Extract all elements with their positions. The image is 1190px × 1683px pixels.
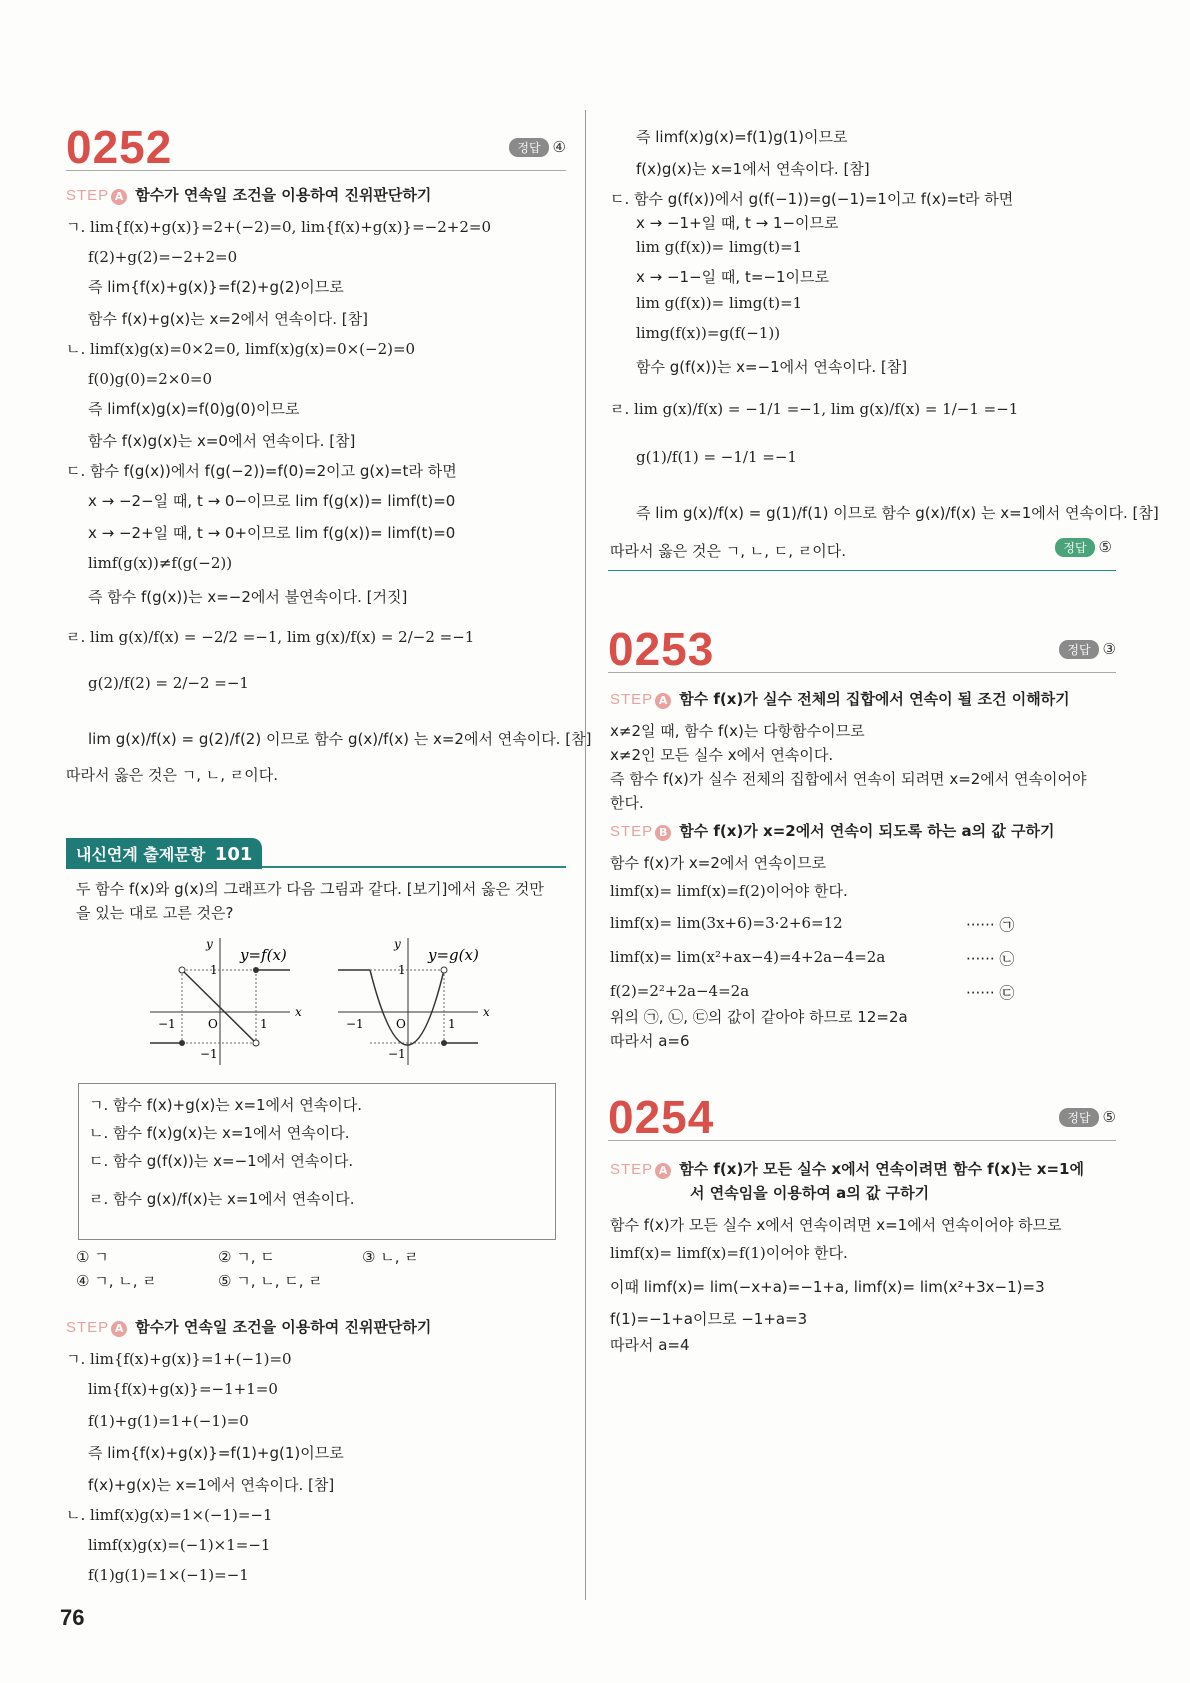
graph-title: y=g(x) bbox=[428, 946, 479, 964]
marker-2: ······ ㉡ bbox=[966, 950, 1015, 968]
step-a-heading bbox=[66, 1316, 431, 1337]
solution-line: f(1)=−1+a이므로 −1+a=3 bbox=[610, 1310, 808, 1328]
answer-value: ⑤ bbox=[1098, 538, 1112, 556]
solution-line: 함수 f(x)g(x)는 x=0에서 연속이다. [참] bbox=[88, 432, 356, 450]
x-label: x bbox=[483, 1005, 490, 1019]
page-number: 76 bbox=[60, 1605, 85, 1630]
solution-line: 함수 f(x)가 x=2에서 연속이므로 bbox=[610, 854, 827, 872]
solution-line: 함수 g(f(x))는 x=−1에서 연속이다. [참] bbox=[636, 358, 908, 376]
solution-line: f(2)+g(2)=−2+2=0 bbox=[88, 248, 238, 266]
step-badge: A bbox=[111, 189, 127, 205]
solution-line: x → −1+일 때, t → 1−이므로 bbox=[636, 214, 839, 232]
graph-title: y=f(x) bbox=[240, 946, 287, 964]
answer-value: ④ bbox=[552, 138, 566, 156]
closed-point bbox=[253, 967, 259, 973]
open-point bbox=[441, 967, 447, 973]
solution-line: f(1)g(1)=1×(−1)=−1 bbox=[88, 1566, 249, 1584]
solution-line: ㄹ. lim g(x)/f(x) = −2/2 =−1, lim g(x)/f(x) = 2/−2 =−1 bbox=[66, 628, 475, 646]
choice-4: ④ ㄱ, ㄴ, ㄹ bbox=[76, 1272, 157, 1290]
answer bbox=[1059, 1108, 1116, 1127]
solution-line: x≠2일 때, 함수 f(x)는 다항함수이므로 bbox=[610, 722, 865, 740]
answer-value: ⑤ bbox=[1102, 1108, 1116, 1126]
solution-line: x≠2인 모든 실수 x에서 연속이다. bbox=[610, 746, 834, 764]
step-a-heading bbox=[610, 1158, 1084, 1179]
solution-line: 즉 함수 f(x)가 실수 전체의 집합에서 연속이 되려면 x=2에서 연속이어야 bbox=[610, 770, 1087, 788]
solution-line: limf(x)= lim(x²+ax−4)=4+2a−4=2a bbox=[610, 948, 886, 966]
tick-label: O bbox=[396, 1017, 406, 1031]
solution-line: 즉 lim{f(x)+g(x)}=f(2)+g(2)이므로 bbox=[88, 278, 344, 296]
y-label: y bbox=[206, 937, 213, 951]
solution-line: 이때 limf(x)= lim(−x+a)=−1+a, limf(x)= lim(x²+3x−1)=3 bbox=[610, 1278, 1045, 1296]
solution-line: 즉 limf(x)g(x)=f(0)g(0)이므로 bbox=[88, 400, 300, 418]
solution-line: lim g(f(x))= limg(t)=1 bbox=[636, 238, 803, 256]
answer-tag: 정답 bbox=[509, 138, 548, 157]
bogi-item: ㄷ. 함수 g(f(x))는 x=−1에서 연속이다. bbox=[89, 1152, 354, 1170]
tick-label: 1 bbox=[398, 963, 406, 977]
step-title: 함수가 연속일 조건을 이용하여 진위판단하기 bbox=[135, 1318, 432, 1336]
solution-line: f(x)+g(x)는 x=1에서 연속이다. [참] bbox=[88, 1476, 335, 1494]
solution-line: ㄷ. 함수 f(g(x))에서 f(g(−2))=f(0)=2이고 g(x)=t라 하면 bbox=[66, 462, 457, 480]
answer-tag: 정답 bbox=[1055, 538, 1094, 557]
answer bbox=[509, 138, 566, 157]
step-label: STEP bbox=[610, 691, 654, 708]
problem-number: 0252 bbox=[66, 121, 173, 173]
solution-line: 즉 limf(x)g(x)=f(1)g(1)이므로 bbox=[636, 128, 848, 146]
choice-5: ⑤ ㄱ, ㄴ, ㄷ, ㄹ bbox=[218, 1272, 323, 1290]
solution-line: ㄹ. lim g(x)/f(x) = −1/1 =−1, lim g(x)/f(x) = 1/−1 =−1 bbox=[610, 400, 1019, 418]
tick-label: 1 bbox=[448, 1017, 456, 1031]
solution-line: x → −1−일 때, t=−1이므로 bbox=[636, 268, 829, 286]
solution-line: 함수 f(x)가 모든 실수 x에서 연속이려면 x=1에서 연속이어야 하므로 bbox=[610, 1216, 1062, 1234]
solution-line: ㄴ. limf(x)g(x)=1×(−1)=−1 bbox=[66, 1506, 273, 1524]
solution-line: ㄱ. lim{f(x)+g(x)}=1+(−1)=0 bbox=[66, 1350, 292, 1368]
step-label: STEP bbox=[610, 1161, 654, 1178]
tick-label: −1 bbox=[388, 1047, 406, 1061]
solution-line: f(0)g(0)=2×0=0 bbox=[88, 370, 212, 388]
answer-tag: 정답 bbox=[1059, 640, 1098, 659]
solution-line: f(1)+g(1)=1+(−1)=0 bbox=[88, 1412, 249, 1430]
problem-0254-header bbox=[608, 1090, 1116, 1141]
answer-value: ③ bbox=[1102, 640, 1116, 658]
solution-line: 즉 lim g(x)/f(x) = g(1)/f(1) 이므로 함수 g(x)/f(x) 는 x=1에서 연속이다. [참] bbox=[636, 504, 1159, 522]
x-label: x bbox=[295, 1005, 302, 1019]
naesin-label: 내신연계 출제문항 bbox=[76, 845, 206, 864]
solution-line: g(1)/f(1) = −1/1 =−1 bbox=[636, 448, 797, 466]
solution-line: limf(x)= limf(x)=f(2)이어야 한다. bbox=[610, 882, 848, 900]
problem-0253-header bbox=[608, 622, 1116, 673]
solution-line: 따라서 a=4 bbox=[610, 1336, 690, 1354]
solution-line: lim g(x)/f(x) = g(2)/f(2) 이므로 함수 g(x)/f(x) 는 x=2에서 연속이다. [참] bbox=[88, 730, 592, 748]
solution-line: ㄱ. lim{f(x)+g(x)}=2+(−2)=0, lim{f(x)+g(x)}=−2+2=0 bbox=[66, 218, 491, 236]
graph-line bbox=[182, 970, 256, 1043]
step-badge: A bbox=[655, 693, 671, 709]
step-badge: B bbox=[655, 825, 671, 841]
tick-label: −1 bbox=[200, 1047, 218, 1061]
solution-line: limf(x)g(x)=(−1)×1=−1 bbox=[88, 1536, 271, 1554]
answer-tag: 정답 bbox=[1059, 1108, 1098, 1127]
solution-line: 즉 함수 f(g(x))는 x=−2에서 불연속이다. [거짓] bbox=[88, 588, 408, 606]
naesin-number: 101 bbox=[214, 844, 253, 865]
solution-line: 함수 f(x)+g(x)는 x=2에서 연속이다. [참] bbox=[88, 310, 368, 328]
solution-line: 위의 ㉠, ㉡, ㉢의 값이 같아야 하므로 12=2a bbox=[610, 1008, 908, 1026]
solution-line: lim g(f(x))= limg(t)=1 bbox=[636, 294, 803, 312]
step-badge: A bbox=[655, 1163, 671, 1179]
problem-number: 0254 bbox=[608, 1091, 715, 1143]
closed-point bbox=[441, 1040, 447, 1046]
bogi-item: ㄴ. 함수 f(x)g(x)는 x=1에서 연속이다. bbox=[89, 1124, 350, 1142]
solution-line: f(x)g(x)는 x=1에서 연속이다. [참] bbox=[636, 160, 870, 178]
solution-line: 즉 lim{f(x)+g(x)}=f(1)+g(1)이므로 bbox=[88, 1444, 344, 1462]
solution-line: 따라서 옳은 것은 ㄱ, ㄴ, ㄹ이다. bbox=[66, 766, 279, 784]
tick-label: −1 bbox=[346, 1017, 364, 1031]
problem-0252-header bbox=[66, 120, 566, 171]
open-point bbox=[253, 1040, 259, 1046]
solution-line: ㄷ. 함수 g(f(x))에서 g(f(−1))=g(−1)=1이고 f(x)=t라 하면 bbox=[610, 190, 1014, 208]
solution-line: 한다. bbox=[610, 794, 644, 812]
step-label: STEP bbox=[66, 1319, 110, 1336]
step-title: 함수 f(x)가 x=2에서 연속이 되도록 하는 a의 값 구하기 bbox=[679, 822, 1055, 840]
step-b-heading bbox=[610, 820, 1055, 841]
solution-line: lim{f(x)+g(x)}=−1+1=0 bbox=[88, 1380, 278, 1398]
step-title: 함수가 연속일 조건을 이용하여 진위판단하기 bbox=[135, 186, 432, 204]
step-title: 함수 f(x)가 모든 실수 x에서 연속이려면 함수 f(x)는 x=1에 bbox=[679, 1160, 1084, 1178]
solution-line: limf(x)= lim(3x+6)=3·2+6=12 bbox=[610, 914, 843, 932]
naesin-label-box bbox=[66, 838, 262, 869]
step-a-heading bbox=[610, 688, 1070, 709]
open-point bbox=[179, 967, 185, 973]
choice-2: ② ㄱ, ㄷ bbox=[218, 1248, 275, 1266]
question-line: 두 함수 f(x)와 g(x)의 그래프가 다음 그림과 같다. [보기]에서 옳은 것만 bbox=[76, 880, 544, 898]
solution-line: limg(f(x))=g(f(−1)) bbox=[636, 324, 781, 342]
tick-label: 1 bbox=[210, 963, 218, 977]
problem-number: 0253 bbox=[608, 623, 715, 675]
solution-line: x → −2+일 때, t → 0+이므로 lim f(g(x))= limf(t)=0 bbox=[88, 524, 456, 542]
naesin-heading bbox=[66, 838, 566, 868]
answer bbox=[1059, 640, 1116, 659]
solution-line: 따라서 a=6 bbox=[610, 1032, 690, 1050]
marker-3: ······ ㉢ bbox=[966, 984, 1015, 1002]
column-divider bbox=[585, 110, 586, 1600]
closed-point bbox=[179, 1040, 185, 1046]
solution-line: g(2)/f(2) = 2/−2 =−1 bbox=[88, 674, 249, 692]
graph-f bbox=[140, 930, 330, 1070]
solution-line: 따라서 옳은 것은 ㄱ, ㄴ, ㄷ, ㄹ이다. bbox=[610, 542, 847, 560]
solution-line: ㄴ. limf(x)g(x)=0×2=0, limf(x)g(x)=0×(−2)=0 bbox=[66, 340, 416, 358]
step-title-cont: 서 연속임을 이용하여 a의 값 구하기 bbox=[690, 1184, 930, 1202]
tick-label: O bbox=[208, 1017, 218, 1031]
tick-label: 1 bbox=[260, 1017, 268, 1031]
bogi-box bbox=[78, 1083, 556, 1240]
y-label: y bbox=[394, 937, 401, 951]
bogi-item: ㄱ. 함수 f(x)+g(x)는 x=1에서 연속이다. bbox=[89, 1096, 363, 1114]
choice-1: ① ㄱ bbox=[76, 1248, 109, 1266]
step-badge: A bbox=[111, 1321, 127, 1337]
section-rule bbox=[608, 570, 1116, 571]
tick-label: −1 bbox=[158, 1017, 176, 1031]
solution-line: limf(x)= limf(x)=f(1)이어야 한다. bbox=[610, 1244, 848, 1262]
step-label: STEP bbox=[610, 823, 654, 840]
bogi-item: ㄹ. 함수 g(x)/f(x)는 x=1에서 연속이다. bbox=[89, 1190, 355, 1208]
graph-g bbox=[328, 930, 518, 1070]
answer bbox=[1055, 538, 1112, 557]
solution-line: x → −2−일 때, t → 0−이므로 lim f(g(x))= limf(t)=0 bbox=[88, 492, 456, 510]
step-title: 함수 f(x)가 실수 전체의 집합에서 연속이 될 조건 이해하기 bbox=[679, 690, 1070, 708]
step-label: STEP bbox=[66, 187, 110, 204]
marker-1: ······ ㉠ bbox=[966, 916, 1015, 934]
solution-line: f(2)=2²+2a−4=2a bbox=[610, 982, 750, 1000]
question-line: 을 있는 대로 고른 것은? bbox=[76, 904, 234, 922]
step-a-heading bbox=[66, 184, 431, 205]
graph-curve bbox=[370, 970, 444, 1045]
choice-3: ③ ㄴ, ㄹ bbox=[362, 1248, 419, 1266]
solution-line: limf(g(x))≠f(g(−2)) bbox=[88, 554, 233, 572]
